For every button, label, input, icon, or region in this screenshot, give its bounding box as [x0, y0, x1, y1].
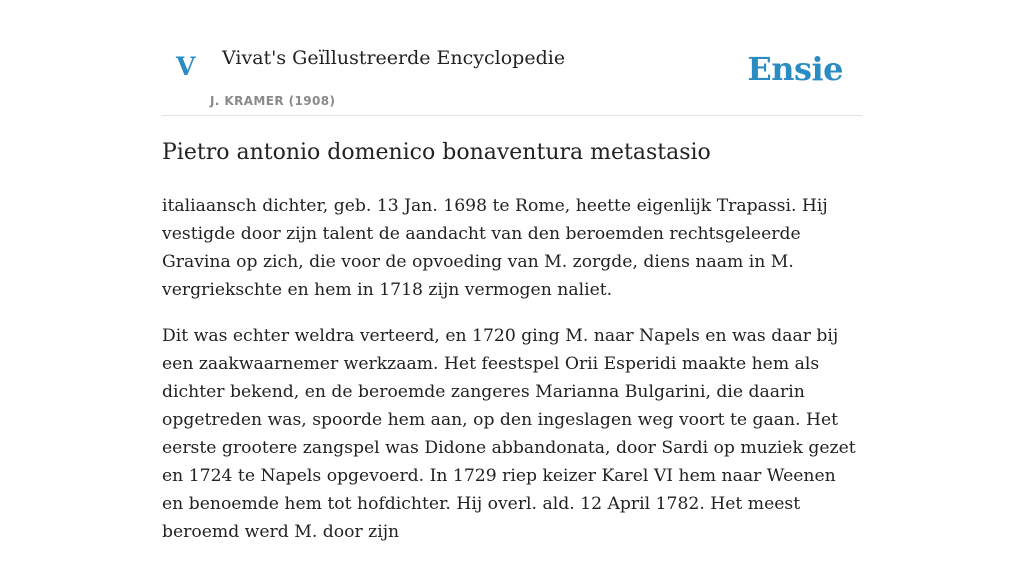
entry-title: Pietro antonio domenico bonaventura metastasio: [162, 140, 711, 165]
entry-paragraph-1: italiaansch dichter, geb. 13 Jan. 1698 te Rome, heette eigenlijk Trapassi. Hij vestigde door zijn talent de aandacht van den beroemden rechtsgeleerde Gravina op zich, die voor de opvoeding van M. zorgde, diens naam in M. vergriekschte en hem in 1718 zijn vermogen naliet.: [162, 196, 828, 300]
entry-paragraph-2: Dit was echter weldra verteerd, en 1720 ging M. naar Napels en was daar bij een zaakwaarnemer werkzaam. Het feestspel Orii Esperidi maakte hem als dichter bekend, en de beroemde zangeres Marianna Bulgarini, die daarin opgetreden was, spoorde hem aan, op den ingeslagen weg voort te gaan. Het eerste grootere zangspel was Didone abbandonata, door Sardi op muziek gezet en 1724 te Napels opgevoerd. In 1729 riep keizer Karel VI hem naar Weenen en benoemde hem tot hofdichter. Hij overl. ald. 12 April 1782. Het meest beroemd werd M. door zijn: [162, 326, 856, 542]
source-logo[interactable]: V: [176, 52, 196, 81]
brand-logo[interactable]: Ensie: [747, 50, 843, 88]
entry-content: [162, 192, 862, 564]
source-header: [162, 38, 862, 116]
source-author: J. KRAMER (1908): [210, 94, 336, 108]
source-title[interactable]: Vivat's Geïllustreerde Encyclopedie: [222, 47, 566, 69]
